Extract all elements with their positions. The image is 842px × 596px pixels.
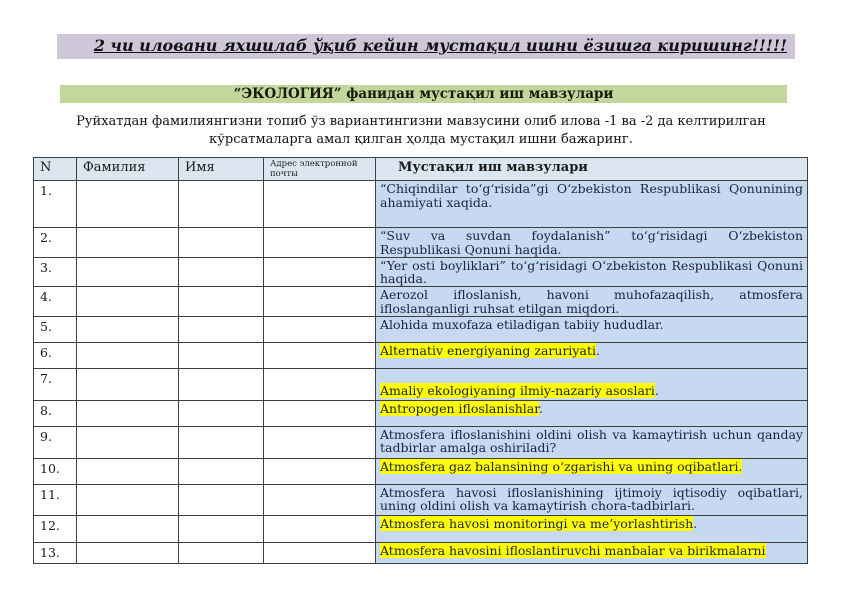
topic-cell: Atmosfera havosi ifloslanishining ijtimoiy iqtisodiy oqibatlari, uning oldini olish va kamaytirish chora-tadbirlari.	[376, 484, 808, 515]
highlighted-topic-text: Atmosfera gaz balansining o‘zgarishi va uning oqibatlari.	[380, 458, 743, 474]
highlighted-topic-text: Alternativ energiyaning zaruriyati	[380, 342, 596, 358]
instruction-paragraph: Руйхатдан фамилиянгизни топиб ўз вариантингизни мавзусини олиб илова -1 ва -2 да келтирилган кўрсатмаларга амал қилган ҳолда мустақил ишни бажаринг.	[76, 114, 766, 148]
table-header-row	[34, 158, 808, 181]
column-header-n: N	[34, 158, 77, 181]
row-number-cell: 3.	[34, 257, 77, 287]
row-number-cell: 9.	[34, 426, 77, 458]
topic-cell: Alternativ energiyaning zaruriyati.	[376, 342, 808, 368]
table-row	[34, 368, 808, 400]
subject-title-bar: “ЭКОЛОГИЯ” фанидан мустақил иш мавзулари	[60, 85, 787, 103]
table-row	[34, 400, 808, 426]
table-row	[34, 342, 808, 368]
column-header-topics: Мустақил иш мавзулари	[376, 158, 808, 181]
surname-cell	[77, 542, 179, 563]
surname-cell	[77, 181, 179, 228]
warning-banner: 2 чи иловани яхшилаб ўқиб кейин мустақил ишни ёзишга киришинг!!!!!	[57, 34, 795, 59]
name-cell	[179, 484, 264, 515]
name-cell	[179, 181, 264, 228]
highlighted-topic-text: Antropogen ifloslanishlar	[380, 400, 539, 416]
topic-cell: “Chiqindilar to‘g‘risida”gi O‘zbekiston Respublikasi Qonunining ahamiyati xaqida.	[376, 181, 808, 228]
topic-cell: Aerozol ifloslanish, havoni muhofazaqilish, atmosfera ifloslanganligi ruhsat etilgan miqdori.	[376, 287, 808, 317]
row-number-cell: 5.	[34, 316, 77, 342]
email-cell	[264, 287, 376, 317]
table-body	[34, 181, 808, 564]
email-cell	[264, 542, 376, 563]
name-cell	[179, 342, 264, 368]
email-cell	[264, 515, 376, 542]
name-cell	[179, 458, 264, 484]
name-cell	[179, 287, 264, 317]
highlighted-topic-text: Amaliy ekologiyaning ilmiy-nazariy asoslari	[380, 382, 655, 398]
column-header-email: Адрес электронной почты	[264, 158, 376, 181]
surname-cell	[77, 342, 179, 368]
column-header-surname: Фамилия	[77, 158, 179, 181]
name-cell	[179, 515, 264, 542]
highlighted-topic-text: Atmosfera havosi monitoringi va me’yorlashtirish	[380, 515, 694, 531]
row-number-cell: 1.	[34, 181, 77, 228]
surname-cell	[77, 228, 179, 258]
surname-cell	[77, 368, 179, 400]
topic-cell	[376, 542, 808, 563]
table-row	[34, 484, 808, 515]
email-cell	[264, 257, 376, 287]
name-cell	[179, 400, 264, 426]
topic-cell: “Yer osti boyliklari” to‘g‘risidagi O‘zbekiston Respublikasi Qonuni haqida.	[376, 257, 808, 287]
name-cell	[179, 316, 264, 342]
topic-cell: “Suv va suvdan foydalanish” to‘g‘risidagi O‘zbekiston Respublikasi Qonuni haqida.	[376, 228, 808, 258]
table-row	[34, 515, 808, 542]
email-cell	[264, 316, 376, 342]
row-number-cell: 6.	[34, 342, 77, 368]
column-header-name: Имя	[179, 158, 264, 181]
topic-cell: Atmosfera havosi monitoringi va me’yorlashtirish.	[376, 515, 808, 542]
row-number-cell: 4.	[34, 287, 77, 317]
email-cell	[264, 342, 376, 368]
table-row	[34, 228, 808, 258]
surname-cell	[77, 400, 179, 426]
name-cell	[179, 542, 264, 563]
surname-cell	[77, 426, 179, 458]
table-row	[34, 426, 808, 458]
highlighted-topic-text: Atmosfera havosini ifloslantiruvchi manbalar va birikmalarni	[380, 542, 766, 558]
row-number-cell: 12.	[34, 515, 77, 542]
topic-cell	[376, 458, 808, 484]
surname-cell	[77, 484, 179, 515]
email-cell	[264, 426, 376, 458]
topic-cell: Alohida muxofaza etiladigan tabiiy hududlar.	[376, 316, 808, 342]
surname-cell	[77, 458, 179, 484]
name-cell	[179, 368, 264, 400]
email-cell	[264, 181, 376, 228]
email-cell	[264, 458, 376, 484]
name-cell	[179, 257, 264, 287]
table-row	[34, 542, 808, 563]
table-row	[34, 257, 808, 287]
surname-cell	[77, 287, 179, 317]
row-number-cell: 2.	[34, 228, 77, 258]
email-cell	[264, 400, 376, 426]
row-number-cell: 11.	[34, 484, 77, 515]
email-cell	[264, 368, 376, 400]
row-number-cell: 7.	[34, 368, 77, 400]
email-cell	[264, 484, 376, 515]
name-cell	[179, 228, 264, 258]
topics-table	[33, 157, 808, 564]
surname-cell	[77, 316, 179, 342]
row-number-cell: 10.	[34, 458, 77, 484]
surname-cell	[77, 257, 179, 287]
table-row	[34, 458, 808, 484]
name-cell	[179, 426, 264, 458]
row-number-cell: 13.	[34, 542, 77, 563]
table-row	[34, 316, 808, 342]
topic-cell: Antropogen ifloslanishlar.	[376, 400, 808, 426]
email-cell	[264, 228, 376, 258]
table-row	[34, 287, 808, 317]
surname-cell	[77, 515, 179, 542]
topic-cell: Atmosfera ifloslanishini oldini olish va kamaytirish uchun qanday tadbirlar amalga oshiriladi?	[376, 426, 808, 458]
topic-cell: Amaliy ekologiyaning ilmiy-nazariy asoslari.	[376, 368, 808, 400]
row-number-cell: 8.	[34, 400, 77, 426]
table-row	[34, 181, 808, 228]
